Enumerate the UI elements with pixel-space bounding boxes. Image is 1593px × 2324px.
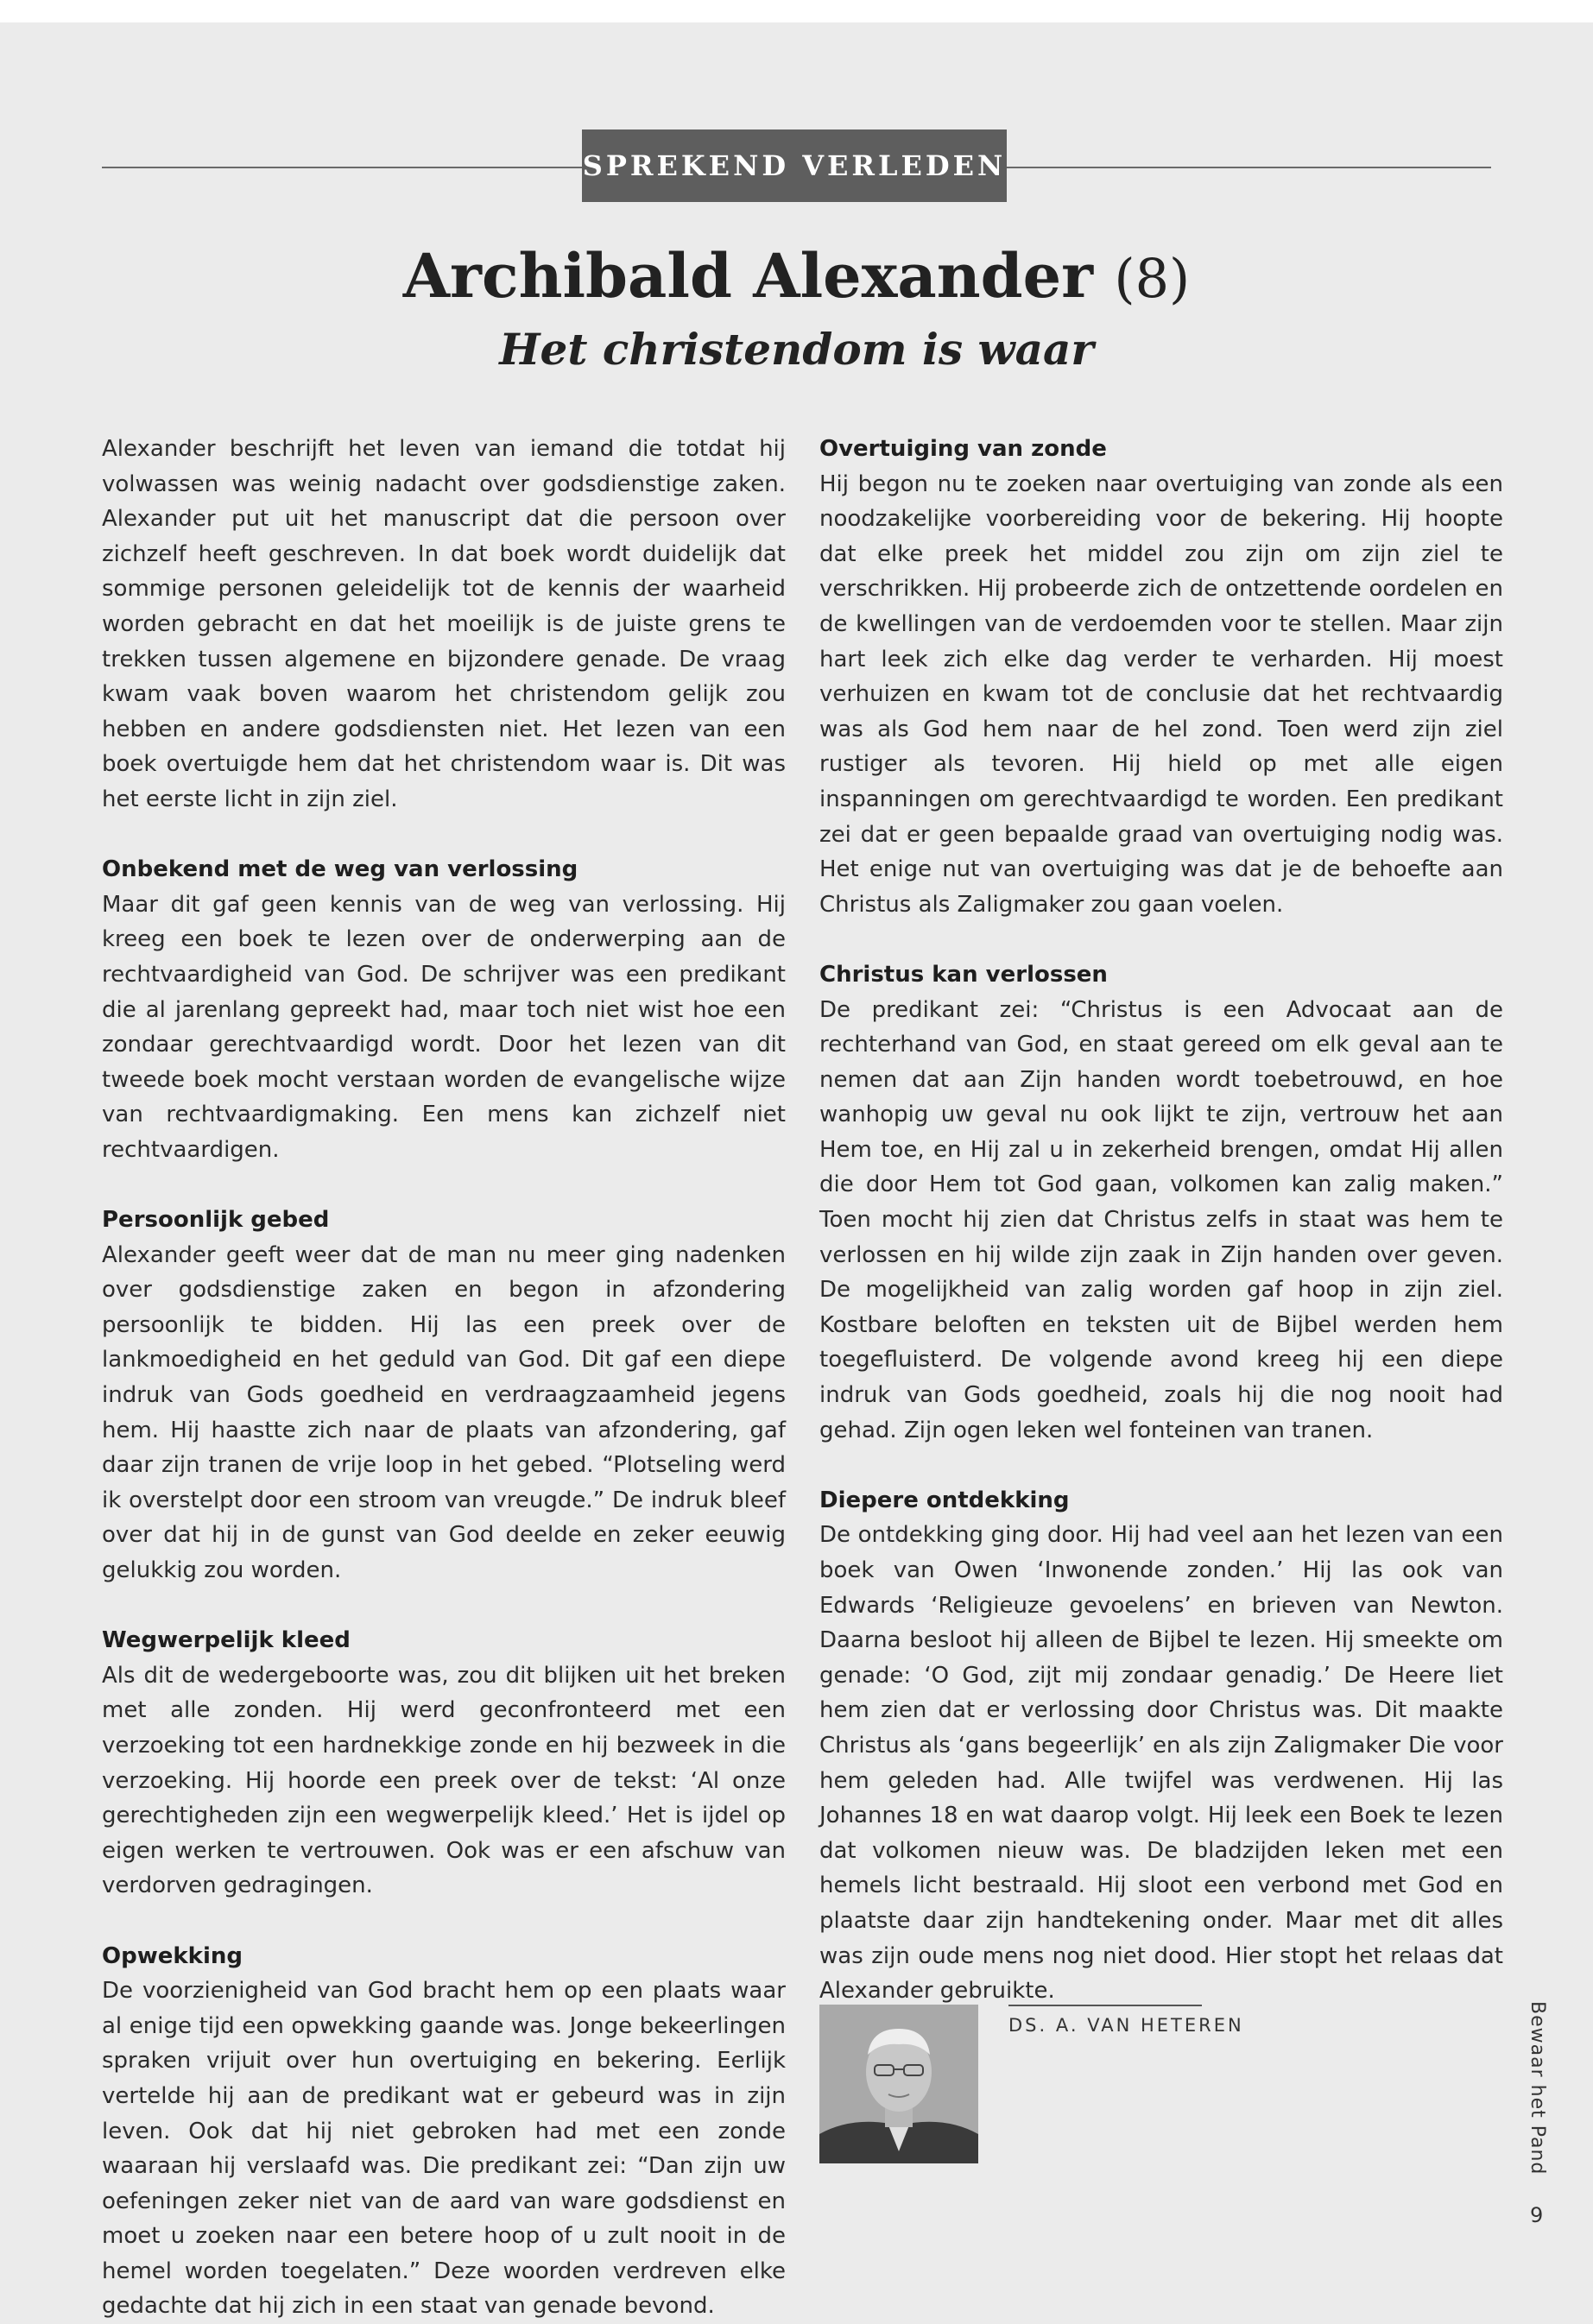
intro-paragraph: Alexander beschrijft het leven van iemand die totdat hij volwassen was weinig nadacht over godsdienstige zaken. Alexander put uit het manuscript dat die persoon over zichzelf heeft geschreven. In dat boek wordt duidelijk dat sommige personen geleidelijk tot de kennis der waarheid worden gebracht en dat het moeilijk is de juiste grens te trekken tussen algemene en bijzondere genade. De vraag kwam vaak boven waarom het christendom gelijk zou hebben en andere godsdiensten niet. Het lezen van een boek overtuigde hem dat het christendom waar is. Dit was het eerste licht in zijn ziel. bbox=[102, 436, 786, 812]
section-heading: Opwekking bbox=[102, 1942, 243, 1969]
magazine-name: Bewaar het Pand bbox=[1527, 2001, 1548, 2176]
section-label: SPREKEND VERLEDEN bbox=[582, 129, 1007, 202]
article-subtitle: Het christendom is waar bbox=[499, 324, 1094, 375]
header-rule-left bbox=[102, 167, 582, 168]
author-rule bbox=[1008, 2005, 1202, 2006]
section-text: Maar dit gaf geen kennis van de weg van verlossing. Hij kreeg een boek te lezen over de onderwerping aan de rechtvaardigheid van God. De schrijver was een predikant die al jarenlang gepreekt had, maar toch niet wist hoe een zondaar gerechtvaardigd wordt. Door het lezen van dit tweede boek mocht verstaan worden de evangelische wijze van rechtvaardigmaking. Een mens kan zichzelf niet rechtvaardigen. bbox=[102, 891, 786, 1163]
section-text: Alexander geeft weer dat de man nu meer ging nadenken over godsdienstige zaken en begon in afzondering persoonlijk te bidden. Hij las een preek over de lankmoedigheid en het geduld van God. Dit gaf een diepe indruk van Gods goedheid en verdraagzaamheid jegens hem. Hij haastte zich naar de plaats van afzondering, gaf daar zijn tranen de vrije loop in het gebed. “Plotseling werd ik overstelpt door een stroom van vreugde.” De indruk bleef over dat hij in de gunst van God deelde en zeker eeuwig gelukkig zou worden. bbox=[102, 1241, 786, 1583]
section-text: Als dit de wedergeboorte was, zou dit blijken uit het breken met alle zonden. Hij werd geconfronteerd met een verzoeking tot een hardnekkige zonde en hij bezweek in die verzoeking. Hij hoorde een preek over de tekst: ‘Al onze gerechtigheden zijn een wegwerpelijk kleed.’ Het is ijdel op eigen werken te vertrouwen. Ook was er een afschuw van verdorven gedragingen. bbox=[102, 1662, 786, 1899]
section-heading: Wegwerpelijk kleed bbox=[102, 1627, 351, 1654]
author-portrait-graphic bbox=[819, 2005, 978, 2163]
author-photo bbox=[819, 2005, 978, 2163]
article-title-text: Archibald Alexander bbox=[402, 240, 1094, 312]
section-text: Hij begon nu te zoeken naar overtuiging van zonde als een noodzakelijke voorbereiding voor de bekering. Hij hoopte dat elke preek het middel zou zijn om zijn ziel te verschrikken. Hij probeerde zich de ontzettende oordelen en de kwellingen van de verdoemden voor te stellen. Maar zijn hart leek zich elke dag verder te verharden. Hij moest verhuizen en kwam tot de conclusie dat het rechtvaardig was als God hem naar de hel zond. Toen werd zijn ziel rustiger als tevoren. Hij hield op met alle eigen inspanningen om gerechtvaardigd te worden. Een predikant zei dat er geen bepaalde graad van overtuiging nodig was. Het enige nut van overtuiging was dat je de behoefte aan Christus als Zaligmaker zou gaan voelen. bbox=[819, 470, 1503, 918]
right-column bbox=[819, 432, 1503, 2009]
section-heading: Onbekend met de weg van verlossing bbox=[102, 856, 578, 883]
section-heading: Overtuiging van zonde bbox=[819, 436, 1107, 462]
section-text: De ontdekking ging door. Hij had veel aan het lezen van een boek van Owen ‘Inwonende zonden.’ Hij las ook van Edwards ‘Religieuze gevoelens’ en brieven van Newton. Daarna besloot hij alleen de Bijbel te lezen. Hij smeekte om genade: ‘O God, zijt mij zondaar genadig.’ De Heere liet hem zien dat er verlossing door Christus was. Dit maakte Christus als ‘gans begeerlijk’ en als zijn Zaligmaker Die voor hem geleden had. Alle twijfel was verdwenen. Hij las Johannes 18 en wat daarop volgt. Hij leek een Boek te lezen dat volkomen nieuw was. De bladzijden leken met een hemels licht bestraald. Hij sloot een verbond met God en plaatste daar zijn handtekening onder. Maar met dit alles was zijn oude mens nog niet dood. Hier stopt het relaas dat Alexander gebruikte. bbox=[819, 1522, 1503, 2005]
section-heading: Christus kan verlossen bbox=[819, 961, 1108, 988]
author-name: DS. A. VAN HETEREN bbox=[1008, 2015, 1244, 2036]
section-text: De predikant zei: “Christus is een Advocaat aan de rechterhand van God, en staat gereed om elk geval aan te nemen dat aan Zijn handen wordt toebetrouwd, en hoe wanhopig uw geval nu ook lijkt te zijn, vertrouw het aan Hem toe, en Hij zal u in zekerheid brengen, omdat Hij allen die door Hem tot God gaan, volkomen kan zalig maken.” Toen mocht hij zien dat Christus zelfs in staat was hem te verlossen en hij wilde zijn zaak in Zijn handen over geven. De mogelijkheid van zalig worden gaf hoop in zijn ziel. Kostbare beloften en teksten uit de Bijbel werden hem toegefluisterd. De volgende avond kreeg hij een diepe indruk van Gods goedheid, zoals hij die nog nooit had gehad. Zijn ogen leken wel fonteinen van tranen. bbox=[819, 996, 1503, 1443]
top-margin-band bbox=[0, 0, 1593, 22]
header-rule-right bbox=[1007, 167, 1491, 168]
article-title bbox=[0, 240, 1593, 315]
section-heading: Persoonlijk gebed bbox=[102, 1207, 330, 1234]
page-number: 9 bbox=[1530, 2203, 1544, 2227]
section-heading: Diepere ontdekking bbox=[819, 1487, 1070, 1513]
section-text: De voorzienigheid van God bracht hem op een plaats waar al enige tijd een opwekking gaande was. Jonge bekeerlingen spraken vrijuit over hun overtuiging en bekering. Eerlijk vertelde hij aan de predikant wat er gebeurd was in zijn leven. Ook dat hij niet gebroken had met een zonde waaraan hij verslaafd was. Die predikant zei: “Dan zijn uw oefeningen zeker niet van de aard van ware godsdienst en moet u zoeken naar een betere hoop of u zult nooit in de hemel worden toegelaten.” Deze woorden verdreven elke gedachte dat hij zich in een staat van genade bevond. bbox=[102, 1978, 786, 2320]
article-title-number: (8) bbox=[1114, 247, 1191, 310]
left-column bbox=[102, 432, 786, 2324]
